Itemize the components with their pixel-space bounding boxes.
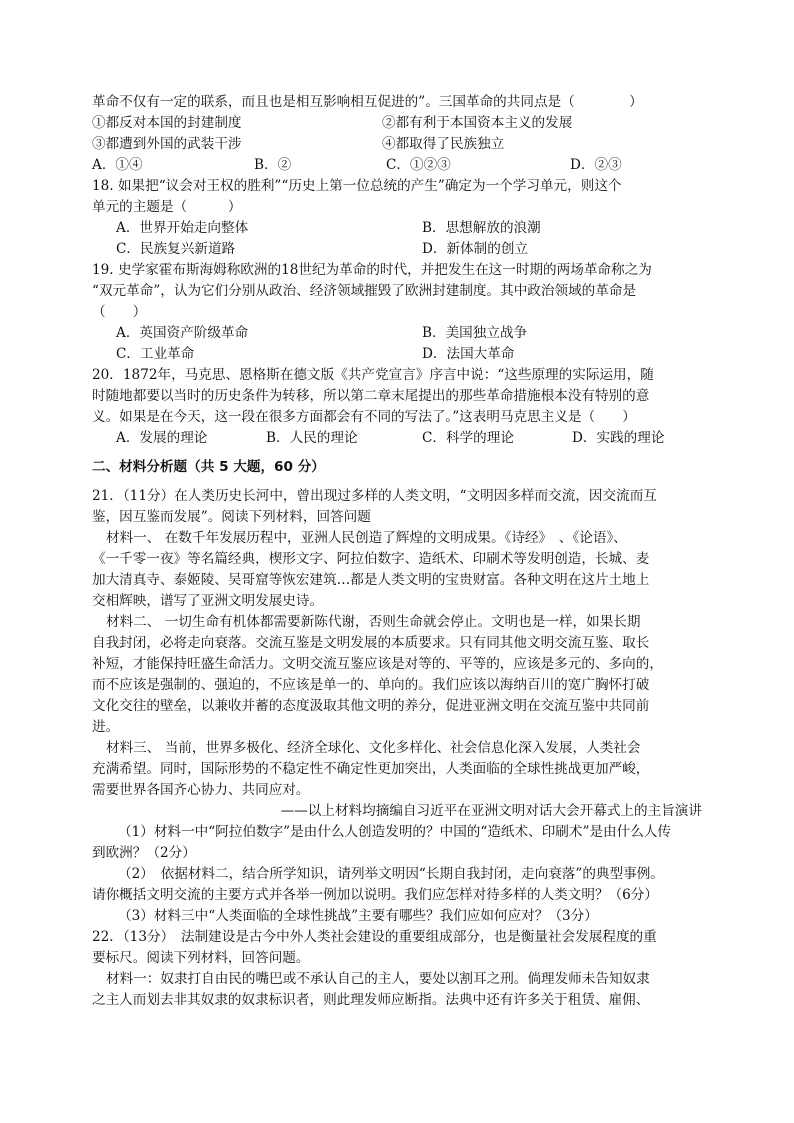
q17-option-d: D．②③ <box>570 157 622 173</box>
q17-stem-tail: 革命不仅有一定的联系，而且也是相互影响相互促进的”。三国革命的共同点是（ ） <box>92 94 643 110</box>
q21-sub2-line-2: 请你概括文明交流的主要方式并各举一例加以说明。我们应怎样对待多样的人类文明？（6分） <box>92 887 658 903</box>
q18-option-c: C．民族复兴新道路 <box>116 241 236 257</box>
q17-options <box>92 155 704 176</box>
q21-material3-line-3: 需要世界各国齐心协力、共同应对。 <box>92 782 310 798</box>
q17-item-3: ③都遭到外国的武装干涉 <box>92 136 242 152</box>
section-heading: 二、材料分析题（共 5 大题，60 分） <box>92 459 325 475</box>
q18-options-row-1 <box>92 218 704 239</box>
q17-option-c: C．①②③ <box>386 157 451 173</box>
q19-stem-line-2: “双元革命”，认为它们分别从政治、经济领域摧毁了欧洲封建制度。其中政治领域的革命是 <box>92 283 637 299</box>
q20-stem-line-2: 时随地都要以当时的历史条件为转移，所以第二章末尾提出的那些革命措施根本没有特别的意 <box>92 388 650 404</box>
q20-option-c: C．科学的理论 <box>422 430 514 446</box>
q21-sub2-line-1: （2） 依据材料二，结合所学知识，请列举文明因“长期自我封闭，走向衰落”的典型事例。 <box>118 866 664 882</box>
q21-intro-line-2: 鉴，因互鉴而发展”。阅读下列材料，回答问题 <box>92 509 371 525</box>
q21-material2-line-6: 进。 <box>92 719 120 735</box>
q21-material1-line-4: 交相辉映，谱写了亚洲文明发展史诗。 <box>92 593 324 609</box>
q21-material1-line-2: 《一千零一夜》等名篇经典，楔形文字、阿拉伯数字、造纸术、印刷术等发明创造，长城、麦 <box>92 551 650 567</box>
q21-sub1-line-1: （1）材料一中“阿拉伯数字”是由什么人创造发明的？中国的“造纸术、印刷术”是由什么人传 <box>118 824 672 840</box>
q18-option-b: B．思想解放的浪潮 <box>422 220 541 236</box>
q21-material2-line-4: 而不应该是强制的、强迫的，不应该是单一的、单向的。我们应该以海纳百川的宽广胸怀打破 <box>92 677 650 693</box>
q19-option-c: C．工业革命 <box>116 346 195 362</box>
q18-options-row-2 <box>92 239 704 260</box>
q21-material3-line-2: 充满希望。同时，国际形势的不稳定性不确定性更加突出，人类面临的全球性挑战更加严峻， <box>92 761 650 777</box>
q21-material2-line-2: 自我封闭，必将走向衰落。交流互鉴是文明发展的本质要求。只有同其他文明交流互鉴、取长 <box>92 635 650 651</box>
q19-options-row-2 <box>92 344 704 365</box>
q18-option-d: D．新体制的创立 <box>422 241 529 257</box>
q18-stem-line-2: 单元的主题是（ ） <box>92 199 242 215</box>
q19-stem-line-3: （ ） <box>92 304 147 320</box>
q21-source: ——以上材料均摘编自习近平在亚洲文明对话大会开幕式上的主旨演讲 <box>280 803 702 819</box>
q21-sub3: （3）材料三中“人类面临的全球性挑战”主要有哪些？我们应如何应对？（3分） <box>118 908 598 924</box>
q21-intro-line-1: 21．（11分）在人类历史长河中，曾出现过多样的人类文明，“文明因多样而交流，因交流而互 <box>92 488 657 504</box>
q17-items-row-2 <box>92 134 704 155</box>
q20-option-a: A．发展的理论 <box>116 430 208 446</box>
q20-stem-line-1: 20．1872年，马克思、恩格斯在德文版《共产党宣言》序言中说：“这些原理的实际运用，随 <box>92 367 654 383</box>
q22-material1-line-2: 之主人而划去非其奴隶的奴隶标识者，则此理发师应断指。法典中还有许多关于租赁、雇佣、 <box>92 992 650 1008</box>
q19-option-a: A．英国资产阶级革命 <box>116 325 249 341</box>
q22-intro-line-1: 22．（13分） 法制建设是古今中外人类社会建设的重要组成部分，也是衡量社会发展程度的重 <box>92 929 657 945</box>
q17-option-b: B．② <box>254 157 292 173</box>
q19-stem-line-1: 19. 史学家霍布斯海姆称欧洲的18世纪为革命的时代，并把发生在这一时期的两场革命称之为 <box>92 262 652 278</box>
q17-item-2: ②都有利于本国资本主义的发展 <box>382 115 573 131</box>
exam-page <box>92 92 704 1011</box>
q19-option-b: B．美国独立战争 <box>422 325 528 341</box>
q17-items-row-1 <box>92 113 704 134</box>
q18-stem-line-1: 18. 如果把“议会对王权的胜利”“历史上第一位总统的产生”确定为一个学习单元，则这个 <box>92 178 622 194</box>
q20-stem-line-3: 义。如果是在今天，这一段在很多方面都会有不同的写法了。”这表明马克思主义是（ ） <box>92 409 636 425</box>
q20-option-b: B．人民的理论 <box>266 430 358 446</box>
q19-options-row-1 <box>92 323 704 344</box>
q21-sub1-line-2: 到欧洲？（2分） <box>92 845 196 861</box>
q21-material2-line-3: 补短，才能保持旺盛生命活力。文明交流互鉴应该是对等的、平等的，应该是多元的、多向的， <box>92 656 663 672</box>
q22-material1-line-1: 材料一：奴隶打自由民的嘴巴或不承认自己的主人，要处以割耳之刑。倘理发师未告知奴隶 <box>106 971 650 987</box>
q18-option-a: A．世界开始走向整体 <box>116 220 249 236</box>
q19-option-d: D．法国大革命 <box>422 346 515 362</box>
q21-material2-line-1: 材料二、 一切生命有机体都需要新陈代谢，否则生命就会停止。文明也是一样，如果长期 <box>106 614 641 630</box>
q21-material3-line-1: 材料三、 当前，世界多极化、经济全球化、文化多样化、社会信息化深入发展，人类社会 <box>106 740 641 756</box>
q20-options <box>92 428 704 449</box>
q21-material1-line-1: 材料一、 在数千年发展历程中，亚洲人民创造了辉煌的文明成果。《诗经》 、《论语》、 <box>106 530 627 546</box>
q17-option-a: A．①④ <box>92 157 143 173</box>
q17-item-4: ④都取得了民族独立 <box>382 136 505 152</box>
q20-option-d: D．实践的理论 <box>572 430 665 446</box>
q21-material2-line-5: 文化交往的壁垒，以兼收并蓄的态度汲取其他文明的养分，促进亚洲文明在交流互鉴中共同前 <box>92 698 650 714</box>
q17-item-1: ①都反对本国的封建制度 <box>92 115 242 131</box>
q22-intro-line-2: 要标尺。阅读下列材料，回答问题。 <box>92 950 310 966</box>
q21-material1-line-3: 加大清真寺、泰姬陵、吴哥窟等恢宏建筑…都是人类文明的宝贵财富。各种文明在这片土地上 <box>92 572 650 588</box>
